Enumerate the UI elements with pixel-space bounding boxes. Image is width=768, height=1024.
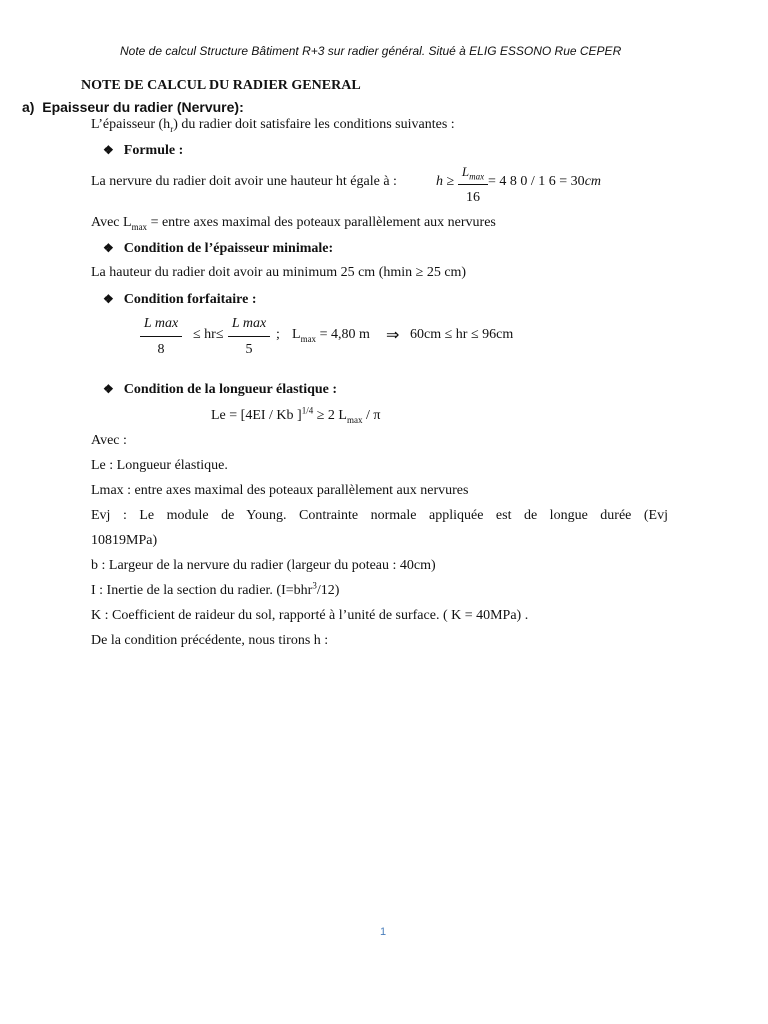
diamond-bullet-icon: ❖ [103,241,114,255]
implies-arrow-icon: ⇒ [386,327,400,344]
forf-fraction-1-denominator: 8 [157,342,165,357]
cond-min-text: La hauteur du radier doit avoir au minimum 25 cm (hmin ≥ 25 cm) [91,265,467,280]
def-evj-line-2: 10819MPa) [91,533,158,548]
le-formula: Le = [4EI / Kb ]$^{1/4}$ ≥ 2 $L_{max}$ / π [211,405,381,425]
cond-forf-heading: ❖ Condition forfaitaire : [103,292,257,307]
diamond-bullet-icon: ❖ [103,382,114,396]
def-le: Le : Longueur élastique. [91,458,228,473]
forf-lmax-value: $L_{max} = 4,80$ m [292,327,370,344]
def-k: K : Coefficient de raideur du sol, rapporté à l’unité de surface. ( K = 40MPa) . [91,608,529,623]
cond-le-heading: ❖ Condition de la longueur élastique : [103,382,338,397]
fraction-bar [140,336,182,337]
def-b: b : Largeur de la nervure du radier (largeur du poteau : 40cm) [91,558,436,573]
formule-fraction-denominator: 16 [466,190,480,205]
conclusion-text: De la condition précédente, nous tirons h : [91,633,329,648]
forf-range: 60cm ≤ hr ≤ 96cm [410,327,514,342]
section-a-label: a) [22,99,35,115]
section-a-heading [22,99,244,115]
defs-avec: Avec : [91,433,127,448]
forf-fraction-2 [228,316,270,358]
forf-fraction-2-denominator: 5 [245,342,253,357]
lmax-definition: Avec $L_{max}$ = entre axes maximal des poteaux parallèlement aux nervures [91,215,496,232]
formule-heading: ❖ Formule : [103,143,184,158]
def-lmax: Lmax : entre axes maximal des poteaux parallèlement aux nervures [91,483,469,498]
forf-fraction-1-numerator: L max [143,316,179,331]
section-a-title: Epaisseur du radier (Nervure): [42,99,244,115]
fraction-bar [228,336,270,337]
page-number: 1 [380,926,387,938]
forf-fraction-2-numerator: L max [231,316,267,331]
intro-paragraph: L’épaisseur $(h_r)$ du radier doit satisfaire les conditions suivantes : [91,117,455,134]
formule-result: = 4 8 0 / 1 6 = 30cm [488,174,602,189]
forf-inequality-middle: ≤ hr≤ [193,327,224,342]
forf-semicolon: ; [276,327,280,342]
forf-fraction-1 [140,316,182,358]
def-evj-line-1: Evj : Le module de Young. Contrainte normale appliquée est de longue durée (Evj [91,508,668,523]
formule-fraction-numerator: $L_{max}$ [461,164,485,182]
def-i: I : Inertie de la section du radier. (I=bhr$^3$/12) [91,580,340,598]
diamond-bullet-icon: ❖ [103,292,114,306]
formule-fraction [458,164,488,206]
fraction-bar [458,184,488,185]
formule-h: h ≥ [436,174,455,189]
document-title: NOTE DE CALCUL DU RADIER GENERAL [81,78,361,93]
diamond-bullet-icon: ❖ [103,143,114,157]
page-header: Note de calcul Structure Bâtiment R+3 sur radier général. Situé à ELIG ESSONO Rue CEPER [120,44,622,58]
formule-line: La nervure du radier doit avoir une hauteur ht égale à : [91,174,397,189]
cond-min-heading: ❖ Condition de l’épaisseur minimale: [103,241,334,256]
